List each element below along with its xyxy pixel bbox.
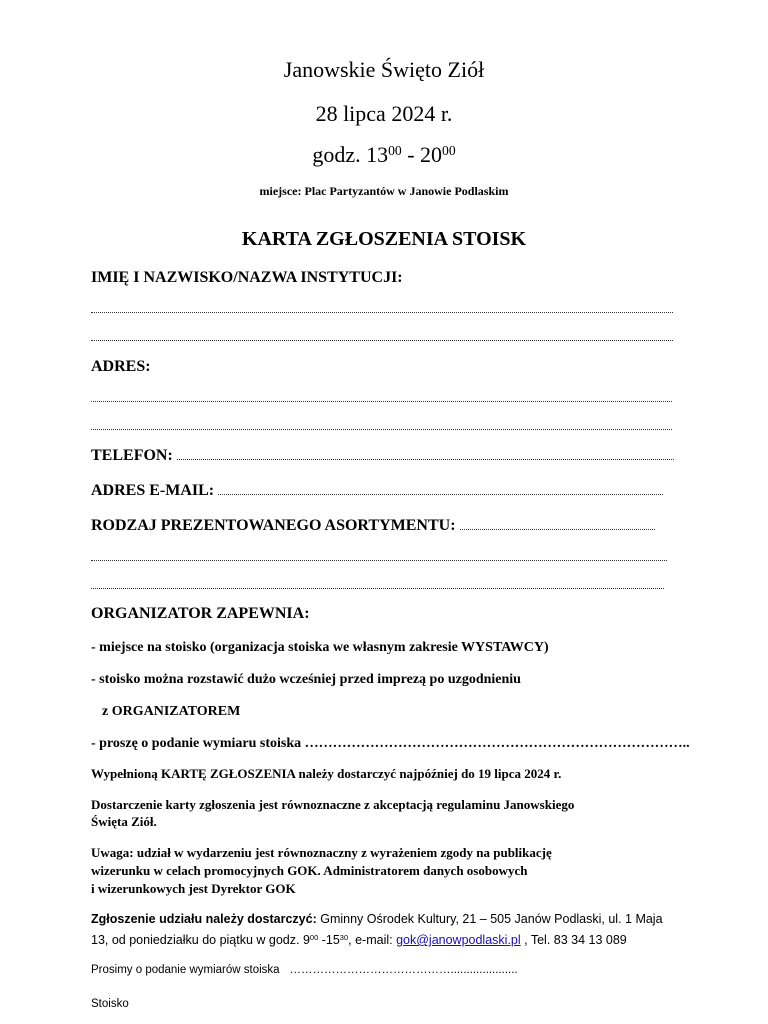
contact-lead: Zgłoszenie udziału należy dostarczyć: [91, 912, 317, 926]
assortment-dotted-line[interactable] [460, 529, 655, 530]
assortment-label: RODZAJ PREZENTOWANEGO ASORTYMENTU: [91, 517, 456, 534]
organizer-item-1: - miejsce na stoisko (organizacja stoiska we własnym zakresie WYSTAWCY) [91, 640, 549, 655]
organizer-item-3: - proszę o podanie wymiaru stoiska ……………………………………………………………………….. [91, 736, 690, 751]
contact-line-2 [91, 933, 627, 947]
stoisko-label: Stoisko [91, 998, 129, 1010]
deadline-note: Wypełnioną KARTĘ ZGŁOSZENIA należy dostarczyć najpóźniej do 19 lipca 2024 r. [91, 766, 562, 781]
event-title: Janowskie Święto Ziół [283, 57, 485, 82]
hours-sup-2: 30 [339, 933, 349, 943]
rules-note-line-2: Święta Ziół. [91, 814, 157, 829]
organizer-item-2-cont: z ORGANIZATOREM [102, 704, 241, 719]
organizer-heading: ORGANIZATOR ZAPEWNIA: [91, 605, 310, 622]
consent-note-line-3: i wizerunkowych jest Dyrektor GOK [91, 881, 296, 896]
name-dotted-line-2[interactable] [91, 340, 673, 341]
stand-size-label: Prosimy o podanie wymiarów stoiska [91, 964, 280, 976]
contact-hours-a: 13, od poniedziałku do piątku w godz. 9 [91, 933, 310, 947]
address-dotted-line-2[interactable] [91, 429, 672, 430]
event-location: miejsce: Plac Partyzantów w Janowie Podlaskim [259, 184, 509, 198]
address-dotted-line-1[interactable] [91, 401, 672, 402]
phone-label: TELEFON: [91, 447, 173, 464]
organizer-item-2: - stoisko można rozstawić dużo wcześniej przed imprezą po uzgodnieniu [91, 672, 521, 687]
time-sep: - 20 [401, 142, 443, 167]
time-start-sup: 00 [388, 142, 402, 158]
contact-line-1 [91, 912, 663, 926]
contact-address: Gminny Ośrodek Kultury, 21 – 505 Janów Podlaski, ul. 1 Maja [316, 912, 663, 926]
consent-note-line-1: Uwaga: udział w wydarzeniu jest równoznaczny z wyrażeniem zgody na publikację [91, 845, 552, 860]
phone-dotted-line[interactable] [177, 459, 674, 460]
contact-hours-b: -15 [318, 933, 340, 947]
time-prefix: godz. 13 [312, 142, 389, 167]
stand-size-request [91, 964, 518, 976]
assortment-row [91, 517, 655, 535]
stand-size-dots[interactable]: ……………………………………..................... [289, 964, 518, 976]
email-dotted-line[interactable] [218, 494, 663, 495]
contact-email-link[interactable]: gok@janowpodlaski.pl [396, 933, 521, 947]
phone-row [91, 447, 674, 465]
time-end-sup: 00 [442, 142, 456, 158]
email-row [91, 482, 663, 500]
assortment-dotted-line-2[interactable] [91, 560, 667, 561]
assortment-dotted-line-3[interactable] [91, 588, 664, 589]
name-label: IMIĘ I NAZWISKO/NAZWA INSTYTUCJI: [91, 269, 403, 286]
event-date: 28 lipca 2024 r. [315, 101, 453, 126]
name-dotted-line-1[interactable] [91, 312, 673, 313]
consent-note-line-2: wizerunku w celach promocyjnych GOK. Administratorem danych osobowych [91, 863, 528, 878]
rules-note-line-1: Dostarczenie karty zgłoszenia jest równoznaczne z akceptacją regulaminu Janowskiego [91, 797, 575, 812]
contact-phone: , Tel. 83 34 13 089 [520, 933, 627, 947]
event-time [0, 142, 768, 168]
contact-email-prefix: , e-mail: [348, 933, 397, 947]
form-heading: KARTA ZGŁOSZENIA STOISK [241, 228, 527, 250]
hours-sup-1: 00 [309, 933, 319, 943]
address-label: ADRES: [91, 358, 151, 375]
email-label: ADRES E-MAIL: [91, 482, 215, 499]
